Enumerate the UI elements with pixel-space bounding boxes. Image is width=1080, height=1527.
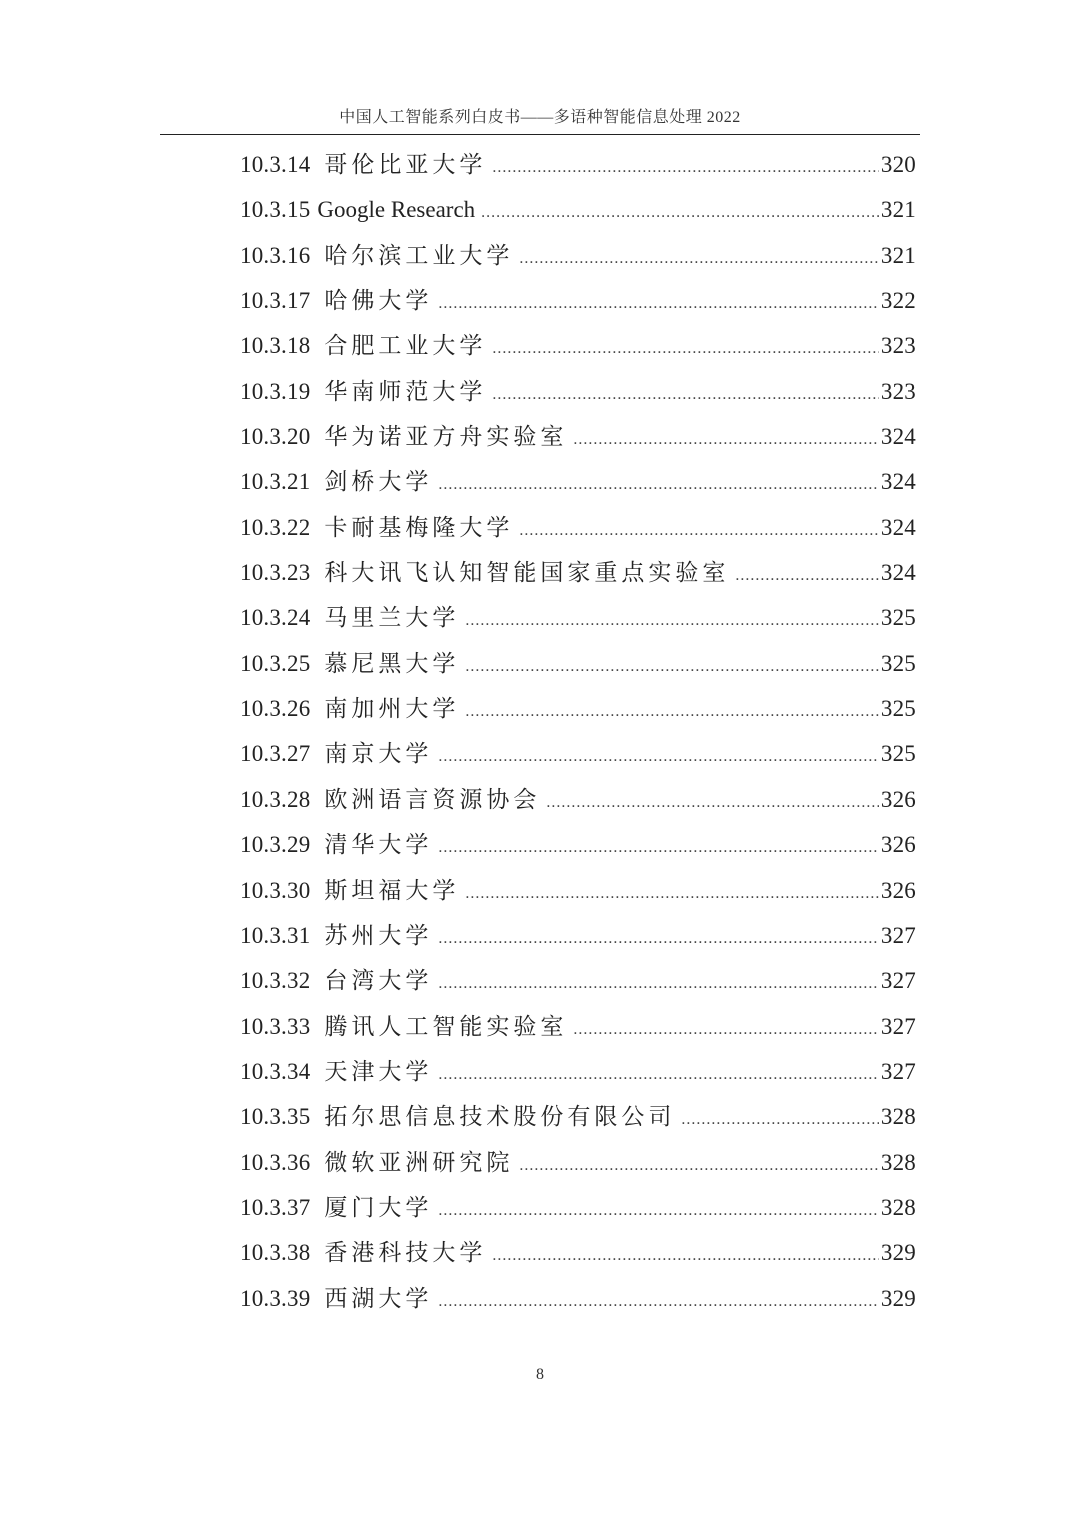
toc-entry-title: 拓尔思信息技术股份有限公司 — [324, 1104, 676, 1130]
toc-entry-number: 10.3.26 — [240, 696, 311, 722]
dot-leader — [438, 1279, 878, 1324]
toc-entry-number: 10.3.25 — [240, 650, 311, 676]
toc-entry-page: 322 — [880, 288, 916, 314]
toc-entry-page: 327 — [880, 1058, 916, 1084]
toc-entry-title: Google Research — [317, 197, 476, 223]
dot-leader — [438, 1188, 878, 1233]
toc-entry-page: 325 — [880, 605, 916, 631]
toc-entry-page: 324 — [880, 514, 916, 540]
toc-entry-title: 华为诺亚方舟实验室 — [324, 424, 568, 450]
toc-entry-title: 剑桥大学 — [324, 469, 433, 495]
toc-entry-title: 卡耐基梅隆大学 — [324, 514, 514, 540]
toc-entry-number: 10.3.32 — [240, 968, 311, 994]
toc-entry-number: 10.3.21 — [240, 469, 311, 495]
toc-entry-page: 326 — [880, 786, 916, 812]
toc-entry-number: 10.3.39 — [240, 1285, 311, 1311]
dot-leader — [438, 916, 878, 961]
toc-entry[interactable] — [240, 414, 916, 459]
toc-entry-number: 10.3.34 — [240, 1058, 311, 1084]
page-number: 8 — [536, 1366, 544, 1383]
toc-entry-title: 苏州大学 — [324, 922, 433, 948]
dot-leader — [438, 825, 878, 870]
toc-entry-title: 哈尔滨工业大学 — [324, 242, 514, 268]
toc-entry-title: 南加州大学 — [324, 696, 460, 722]
toc-entry-title: 科大讯飞认知智能国家重点实验室 — [324, 560, 730, 586]
dot-leader — [519, 236, 878, 281]
toc-entry-number: 10.3.14 — [240, 152, 311, 177]
toc-entry[interactable] — [240, 1140, 916, 1185]
toc-entry-number: 10.3.24 — [240, 605, 311, 631]
toc-entry[interactable] — [240, 822, 916, 867]
toc-entry-title: 华南师范大学 — [324, 378, 487, 404]
toc-entry-number: 10.3.18 — [240, 333, 311, 359]
toc-entry-title: 香港科技大学 — [324, 1240, 487, 1266]
running-header: 中国人工智能系列白皮书——多语种智能信息处理 2022 — [339, 109, 741, 126]
dot-leader — [546, 780, 878, 825]
toc-entry[interactable] — [240, 278, 916, 323]
toc-entry-page: 326 — [880, 877, 916, 903]
toc-entry-page: 325 — [880, 741, 916, 767]
toc-entry-number: 10.3.23 — [240, 560, 311, 586]
toc-entry[interactable] — [240, 505, 916, 550]
dot-leader — [438, 462, 878, 507]
toc-entry-title: 腾讯人工智能实验室 — [324, 1013, 568, 1039]
dot-leader — [492, 145, 878, 190]
toc-entry-title: 哥伦比亚大学 — [324, 152, 487, 177]
toc-entry-page: 327 — [880, 922, 916, 948]
toc-entry-page: 328 — [880, 1149, 916, 1175]
toc-entry-page: 329 — [880, 1285, 916, 1311]
toc-entry[interactable] — [240, 142, 916, 187]
toc-entry[interactable] — [240, 595, 916, 640]
toc-entry-page: 328 — [880, 1104, 916, 1130]
toc-entry-page: 327 — [880, 1013, 916, 1039]
toc-entry-number: 10.3.22 — [240, 514, 311, 540]
toc-entry[interactable] — [240, 731, 916, 776]
dot-leader — [492, 1233, 878, 1278]
toc-entry-title: 天津大学 — [324, 1058, 433, 1084]
toc-entry-number: 10.3.28 — [240, 786, 311, 812]
toc-entry-number: 10.3.37 — [240, 1194, 311, 1220]
toc-entry-title: 慕尼黑大学 — [324, 650, 460, 676]
toc-entry-page: 321 — [880, 197, 916, 223]
toc-entry-title: 厦门大学 — [324, 1194, 433, 1220]
toc-entry-number: 10.3.36 — [240, 1149, 311, 1175]
dot-leader — [519, 1143, 878, 1188]
dot-leader — [519, 508, 878, 553]
toc-entry-title: 微软亚洲研究院 — [324, 1149, 514, 1175]
toc-entry-page: 326 — [880, 832, 916, 858]
toc-entry-number: 10.3.31 — [240, 922, 311, 948]
dot-leader — [735, 553, 878, 598]
toc-entry-page: 320 — [880, 152, 916, 177]
dot-leader — [481, 190, 879, 235]
toc-entry-number: 10.3.30 — [240, 877, 311, 903]
toc-entry-number: 10.3.20 — [240, 424, 311, 450]
toc-entry[interactable] — [240, 958, 916, 1003]
toc-entry-title: 西湖大学 — [324, 1285, 433, 1311]
dot-leader — [465, 871, 878, 916]
toc-entry[interactable] — [240, 1276, 916, 1321]
toc-entry-number: 10.3.19 — [240, 378, 311, 404]
toc-entry-title: 清华大学 — [324, 832, 433, 858]
toc-entry[interactable] — [240, 1230, 916, 1275]
toc-entry-page: 325 — [880, 650, 916, 676]
toc-entry[interactable] — [240, 323, 916, 368]
toc-entry-title: 欧洲语言资源协会 — [324, 786, 541, 812]
toc-entry[interactable] — [240, 1004, 916, 1049]
toc-entry[interactable] — [240, 233, 916, 278]
toc-entry-number: 10.3.38 — [240, 1240, 311, 1266]
toc-entry-page: 321 — [880, 242, 916, 268]
dot-leader — [465, 689, 878, 734]
dot-leader — [681, 1097, 878, 1142]
toc-entry[interactable] — [240, 686, 916, 731]
toc-entry[interactable] — [240, 1094, 916, 1139]
toc-entry-number: 10.3.16 — [240, 242, 311, 268]
toc-entry-number: 10.3.33 — [240, 1013, 311, 1039]
toc-entry[interactable] — [240, 187, 916, 232]
toc-entry-page: 325 — [880, 696, 916, 722]
toc-entry-page: 323 — [880, 378, 916, 404]
toc-entry-title: 台湾大学 — [324, 968, 433, 994]
dot-leader — [465, 598, 878, 643]
dot-leader — [573, 417, 878, 462]
dot-leader — [492, 326, 878, 371]
dot-leader — [573, 1007, 878, 1052]
toc-entry[interactable] — [240, 459, 916, 504]
toc-entry-number: 10.3.17 — [240, 288, 311, 314]
toc-entry[interactable] — [240, 777, 916, 822]
toc-entry-page: 327 — [880, 968, 916, 994]
toc-entry[interactable] — [240, 1185, 916, 1230]
toc-entry-title: 合肥工业大学 — [324, 333, 487, 359]
toc-entry-title: 南京大学 — [324, 741, 433, 767]
toc-entry-page: 324 — [880, 424, 916, 450]
toc-entry[interactable] — [240, 550, 916, 595]
dot-leader — [465, 644, 878, 689]
toc-entry-title: 斯坦福大学 — [324, 877, 460, 903]
header-rule — [160, 134, 920, 135]
toc-entry-page: 324 — [880, 560, 916, 586]
toc-entry-number: 10.3.15 — [240, 197, 311, 223]
toc-entry-title: 马里兰大学 — [324, 605, 460, 631]
toc-entry[interactable] — [240, 868, 916, 913]
toc-entry-page: 329 — [880, 1240, 916, 1266]
toc-entry-number: 10.3.27 — [240, 741, 311, 767]
toc-entry[interactable] — [240, 1049, 916, 1094]
toc-entry[interactable] — [240, 369, 916, 414]
toc-entry-number: 10.3.35 — [240, 1104, 311, 1130]
toc-entry[interactable] — [240, 913, 916, 958]
dot-leader — [438, 734, 878, 779]
toc-entry-page: 328 — [880, 1194, 916, 1220]
toc-entry-number: 10.3.29 — [240, 832, 311, 858]
dot-leader — [438, 1052, 878, 1097]
dot-leader — [438, 281, 878, 326]
toc-entry-page: 323 — [880, 333, 916, 359]
toc-entry-title: 哈佛大学 — [324, 288, 433, 314]
dot-leader — [492, 372, 878, 417]
toc-entry-page: 324 — [880, 469, 916, 495]
toc-entry[interactable] — [240, 641, 916, 686]
dot-leader — [438, 961, 878, 1006]
table-of-contents — [240, 142, 916, 1321]
